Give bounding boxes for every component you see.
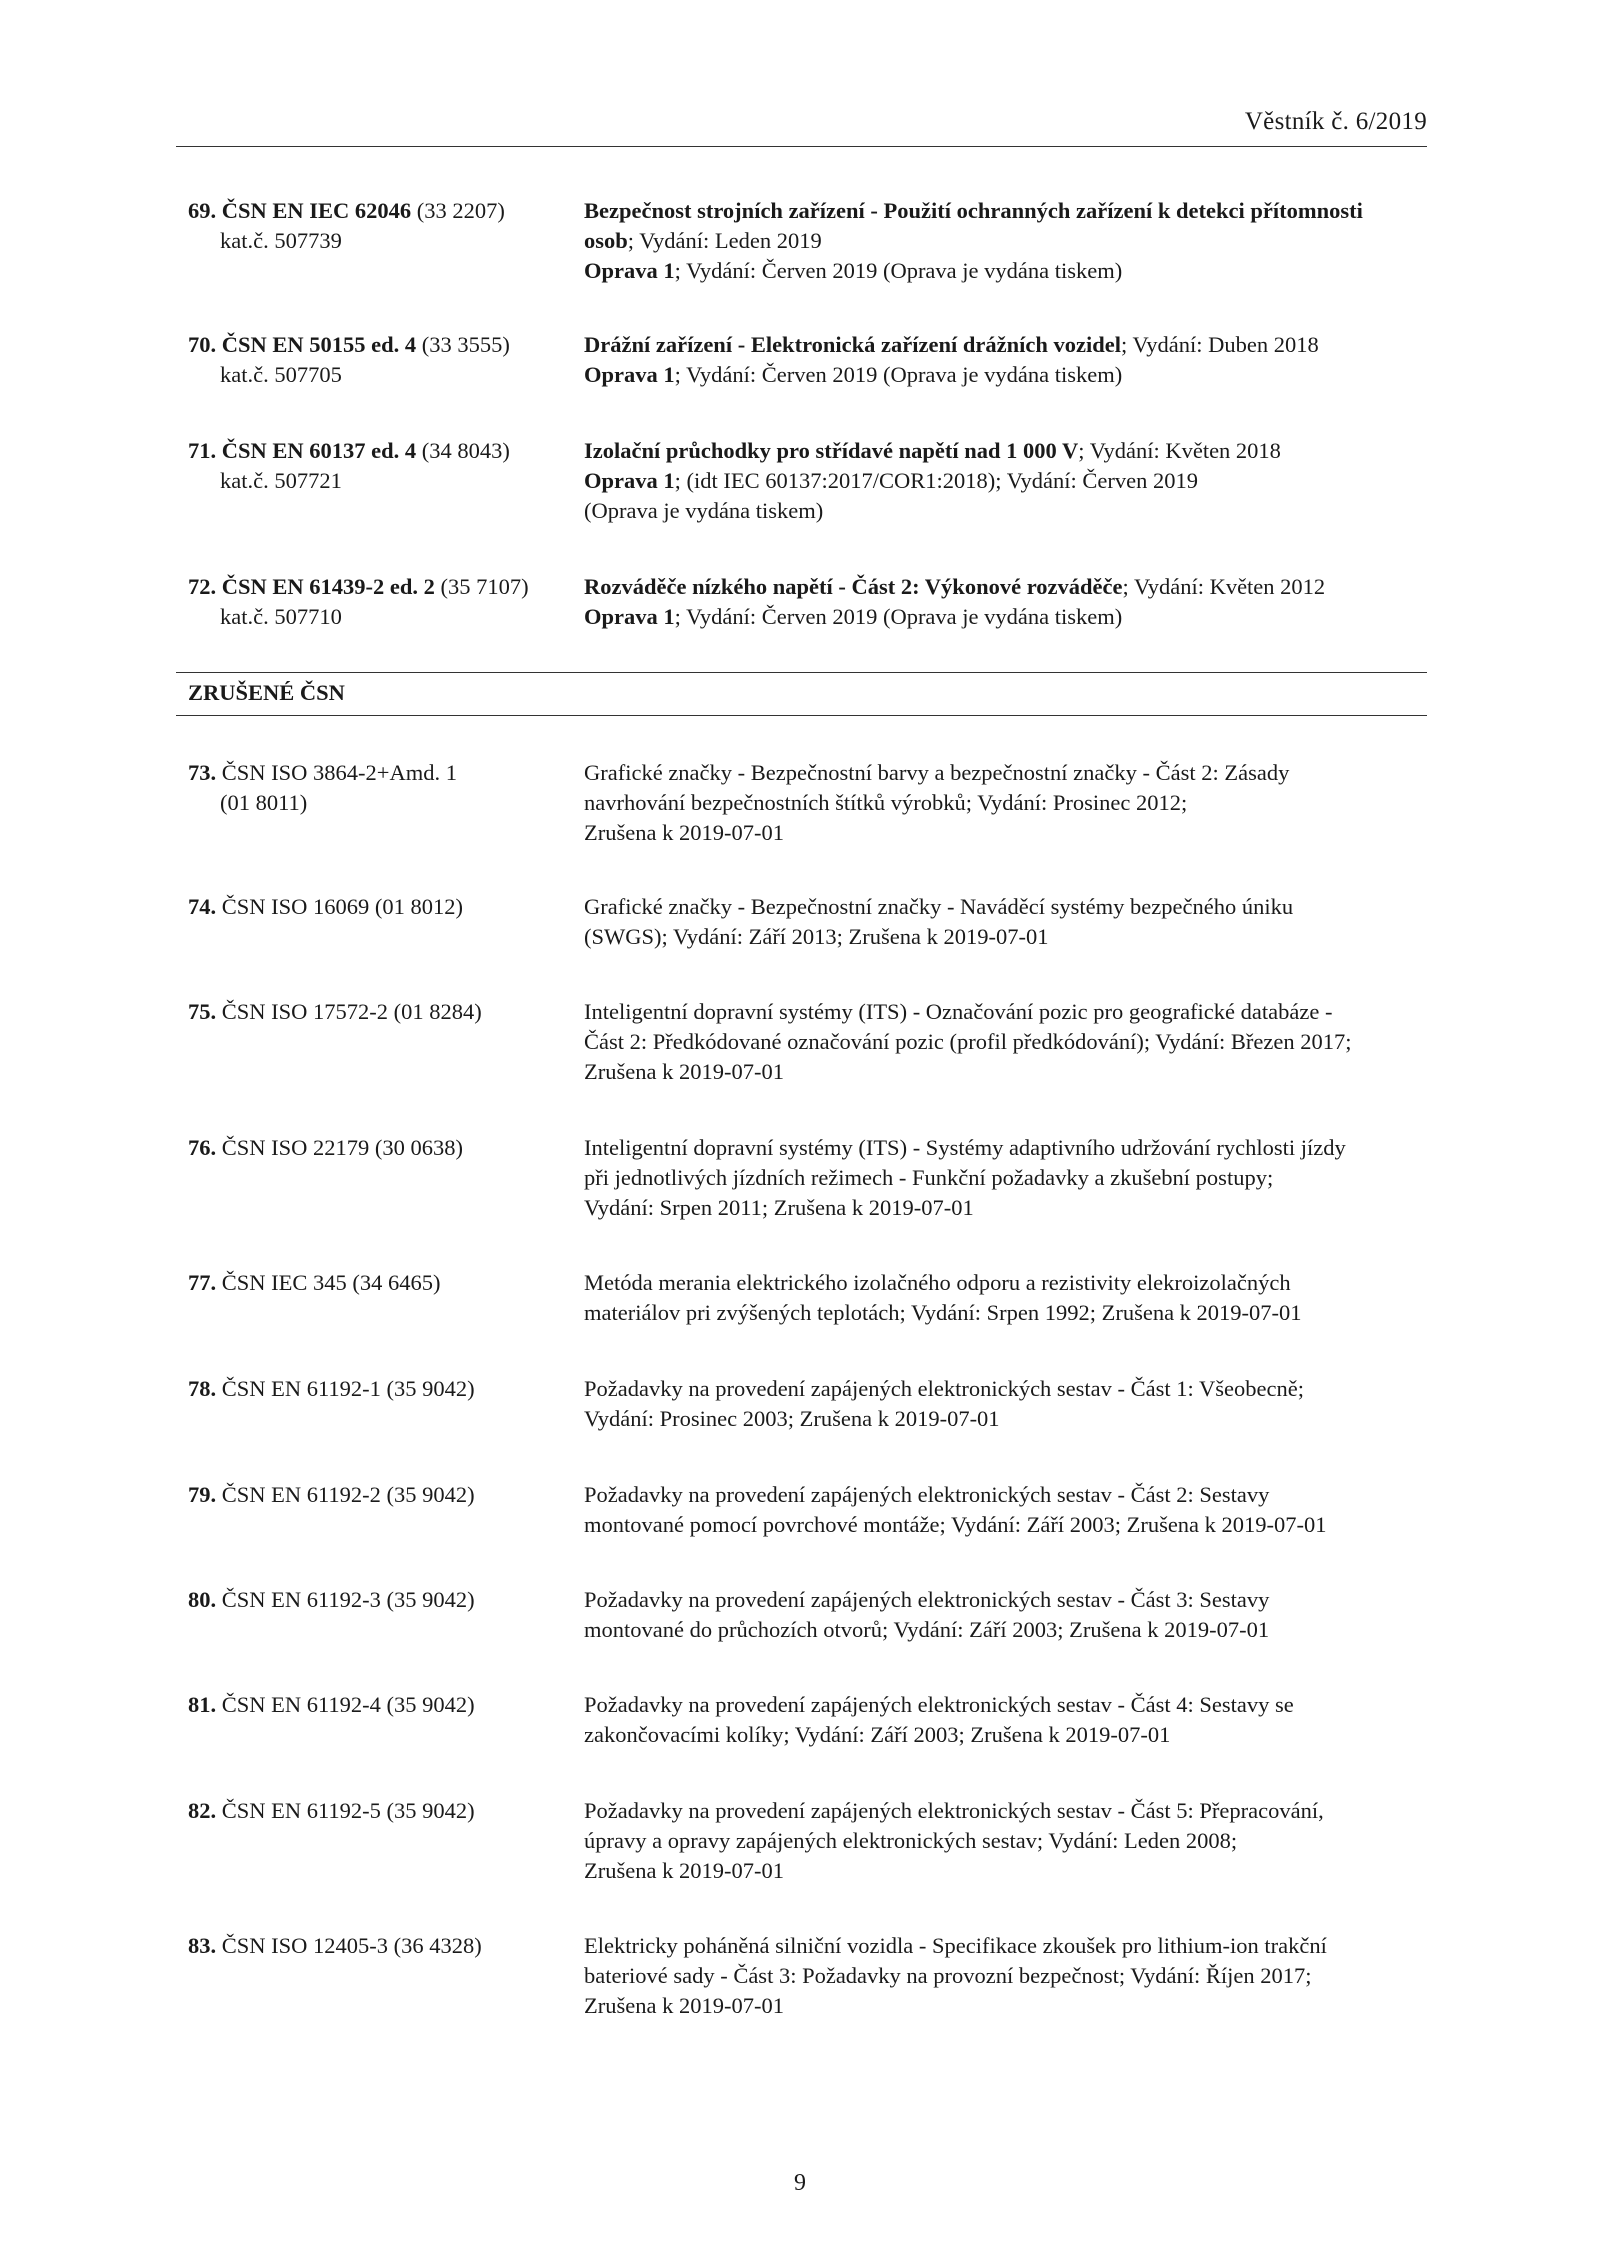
standard-description: Inteligentní dopravní systémy (ITS) - Systémy adaptivního udržování rychlosti jízdy při jednotlivých jízdních režimech - Funkční požadavky a zkušební postupy; Vydání: Srpen 2011; Zrušena k 2019-07-01: [584, 1135, 1346, 1220]
standard-code: ČSN ISO 3864-2+Amd. 1: [216, 760, 457, 785]
standard-title: Bezpečnost strojních zařízení - Použití ochranných zařízení k detekci přítomnosti: [584, 198, 1363, 223]
standard-code: ČSN EN 50155 ed. 4: [221, 332, 417, 357]
standard-code: ČSN EN 61192-1 (35 9042): [216, 1376, 475, 1401]
standard-description: Elektricky poháněná silniční vozidla - Specifikace zkoušek pro lithium-ion trakční bateriové sady - Část 3: Požadavky na provozní bezpečnost; Vydání: Říjen 2017; Zrušena k 2019-07-01: [584, 1933, 1327, 2018]
standard-code: ČSN IEC 345 (34 6465): [216, 1270, 441, 1295]
standard-code: ČSN EN 61192-4 (35 9042): [216, 1692, 475, 1717]
catalog-number: kat.č. 507721: [220, 468, 342, 493]
standard-title: Drážní zařízení - Elektronická zařízení drážních vozidel: [584, 332, 1121, 357]
standard-description: Grafické značky - Bezpečnostní barvy a bezpečnostní značky - Část 2: Zásady navrhování bezpečnostních štítků výrobků; Vydání: Prosinec 2012; Zrušena k 2019-07-01: [584, 760, 1290, 845]
standard-description: Požadavky na provedení zapájených elektronických sestav - Část 2: Sestavy montované pomocí povrchové montáže; Vydání: Září 2003; Zrušena k 2019-07-01: [584, 1482, 1327, 1537]
standard-code: ČSN EN 60137 ed. 4: [221, 438, 417, 463]
standard-code: ČSN EN 61192-5 (35 9042): [216, 1798, 475, 1823]
fix-label: Oprava 1: [584, 604, 675, 629]
page-number: 9: [794, 2170, 806, 2196]
fix-label: Oprava 1: [584, 468, 675, 493]
standard-code: ČSN ISO 22179 (30 0638): [216, 1135, 464, 1160]
standard-description: Požadavky na provedení zapájených elektronických sestav - Část 4: Sestavy se zakončovacími kolíky; Vydání: Září 2003; Zrušena k 2019-07-01: [584, 1692, 1294, 1747]
fix-label: Oprava 1: [584, 362, 675, 387]
standard-title: Izolační průchodky pro střídavé napětí nad 1 000 V: [584, 438, 1079, 463]
standard-description: Požadavky na provedení zapájených elektronických sestav - Část 1: Všeobecně; Vydání: Prosinec 2003; Zrušena k 2019-07-01: [584, 1376, 1304, 1431]
standard-description: Požadavky na provedení zapájených elektronických sestav - Část 5: Přepracování, úpravy a opravy zapájených elektronických sestav; Vydání: Leden 2008; Zrušena k 2019-07-01: [584, 1798, 1324, 1883]
section-header: [176, 672, 1427, 716]
standard-code: ČSN ISO 16069 (01 8012): [216, 894, 464, 919]
catalog-number: kat.č. 507710: [220, 604, 342, 629]
standard-description: Požadavky na provedení zapájených elektronických sestav - Část 3: Sestavy montované do průchozích otvorů; Vydání: Září 2003; Zrušena k 2019-07-01: [584, 1587, 1270, 1642]
standard-code: ČSN ISO 12405-3 (36 4328): [216, 1933, 482, 1958]
standard-code: ČSN ISO 17572-2 (01 8284): [216, 999, 482, 1024]
page-header: [176, 108, 1427, 147]
standard-title: Rozváděče nízkého napětí - Část 2: Výkonové rozváděče: [584, 574, 1123, 599]
standard-code: ČSN EN IEC 62046: [221, 198, 412, 223]
standard-code: ČSN EN 61439-2 ed. 2: [221, 574, 435, 599]
section-title: ZRUŠENÉ ČSN: [188, 680, 345, 705]
standard-description: Grafické značky - Bezpečnostní značky - Naváděcí systémy bezpečného úniku (SWGS); Vydání: Září 2013; Zrušena k 2019-07-01: [584, 894, 1294, 949]
catalog-number: kat.č. 507739: [220, 228, 342, 253]
standard-code: ČSN EN 61192-2 (35 9042): [216, 1482, 475, 1507]
fix-label: Oprava 1: [584, 258, 675, 283]
catalog-number: kat.č. 507705: [220, 362, 342, 387]
standard-description: Metóda merania elektrického izolačného odporu a rezistivity elekroizolačných materiálov pri zvýšených teplotách; Vydání: Srpen 1992; Zrušena k 2019-07-01: [584, 1270, 1302, 1325]
standard-code: ČSN EN 61192-3 (35 9042): [216, 1587, 475, 1612]
standard-description: Inteligentní dopravní systémy (ITS) - Označování pozic pro geografické databáze - Část 2: Předkódované označování pozic (profil předkódování); Vydání: Březen 2017; Zrušena k 2019-07-01: [584, 999, 1352, 1084]
journal-issue: Věstník č. 6/2019: [1244, 108, 1427, 135]
